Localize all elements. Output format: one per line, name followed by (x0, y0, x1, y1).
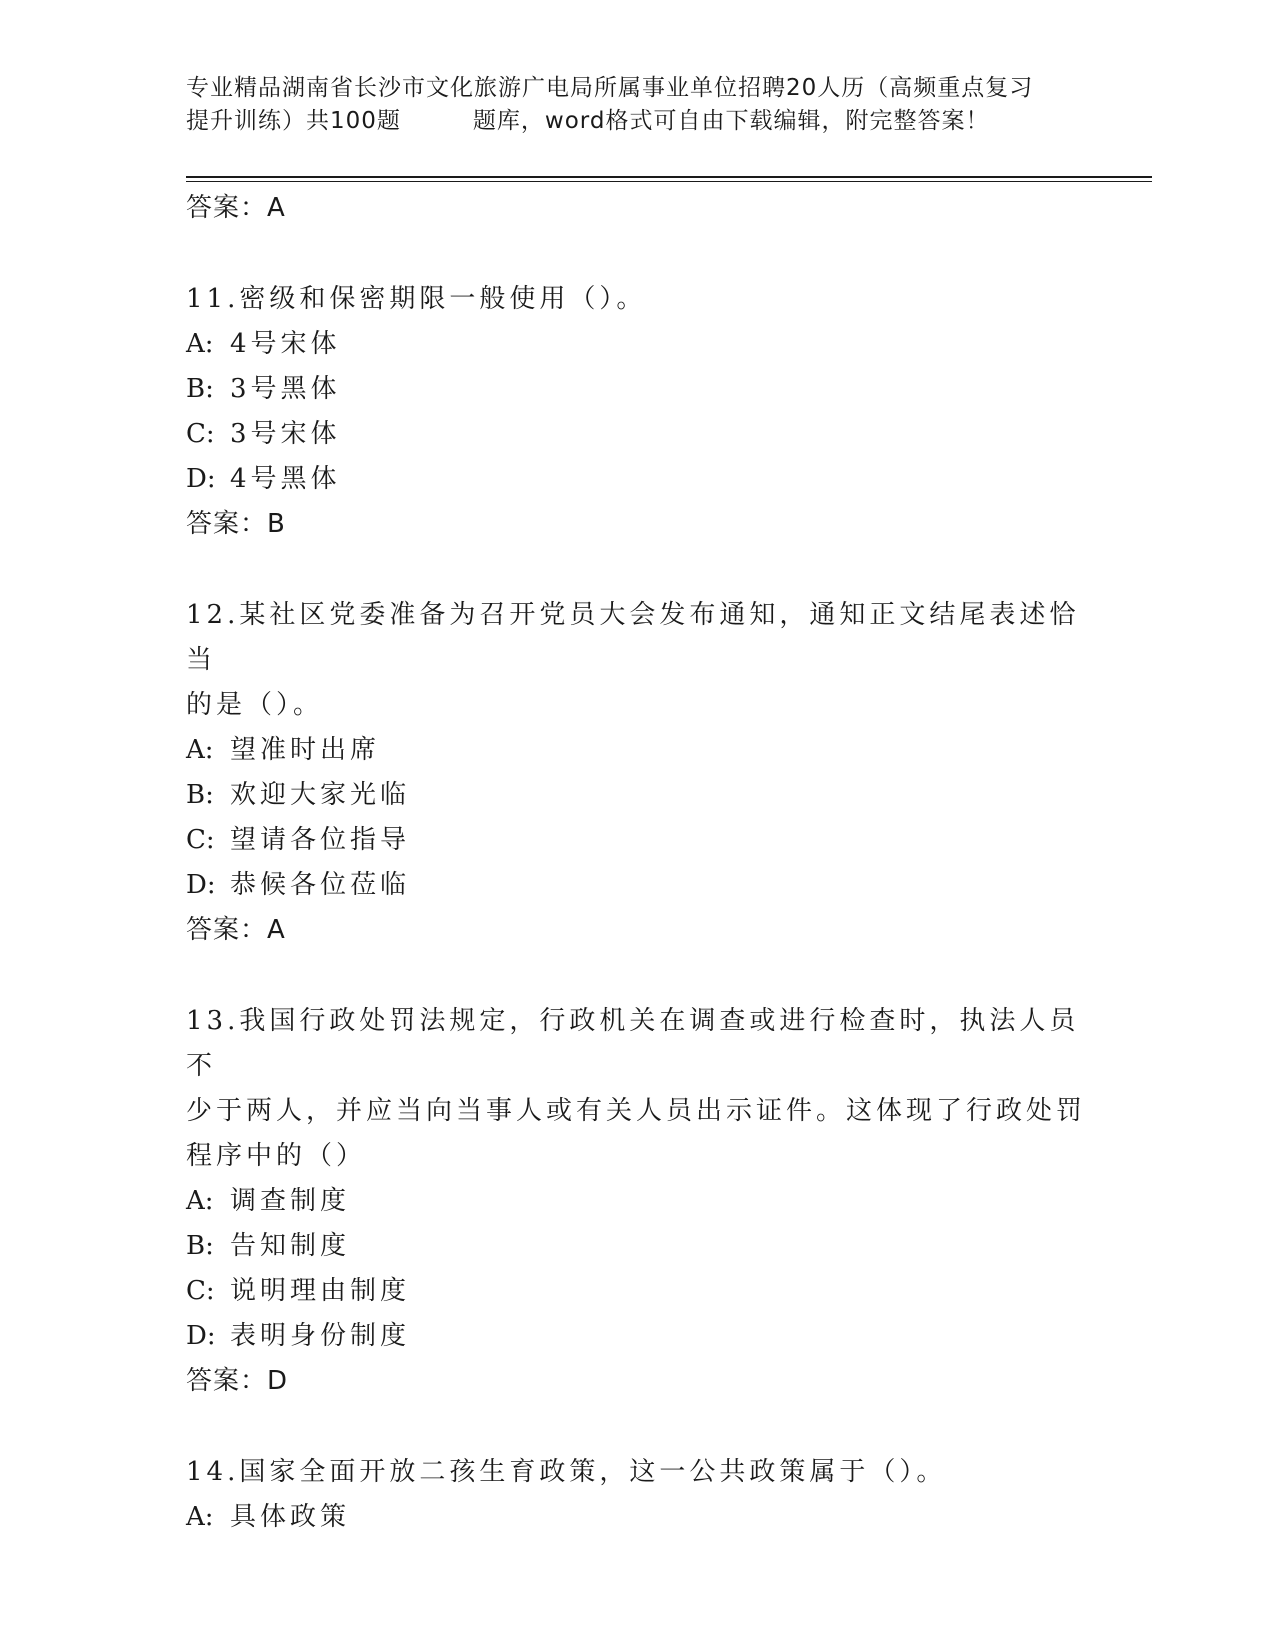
answer-line: 答案：D (186, 1366, 289, 1396)
option-a (186, 1179, 1086, 1224)
option-key: C: (186, 1276, 215, 1306)
option-b (186, 1224, 1086, 1269)
page-header (186, 72, 1086, 138)
option-a (186, 728, 1086, 773)
option-text: 4号黑体 (230, 464, 341, 494)
question-12 (186, 593, 1086, 953)
option-a (186, 1495, 1086, 1540)
option-key: C: (186, 825, 215, 855)
option-text: 3号宋体 (230, 419, 341, 449)
question-stem: 11.密级和保密期限一般使用（）。 (186, 284, 647, 314)
option-text: 调查制度 (230, 1186, 351, 1216)
option-text: 说明理由制度 (230, 1276, 411, 1306)
header-rule-thick (186, 176, 1152, 178)
question-stem: 12.某社区党委准备为召开党员大会发布通知，通知正文结尾表述恰当 (186, 600, 1080, 675)
option-c (186, 1269, 1086, 1314)
question-13 (186, 999, 1086, 1404)
option-text: 具体政策 (230, 1502, 351, 1532)
question-stem: 13.我国行政处罚法规定，行政机关在调查或进行检查时，执法人员不 (186, 1006, 1080, 1081)
option-key: B: (186, 780, 214, 810)
option-key: D: (186, 1321, 216, 1351)
answer-line: 答案：A (186, 915, 286, 945)
option-key: D: (186, 464, 216, 494)
option-key: A: (186, 329, 214, 359)
option-key: B: (186, 1231, 214, 1261)
question-stem-continued: 少于两人，并应当向当事人或有关人员出示证件。这体现了行政处罚 (186, 1096, 1087, 1126)
option-key: A: (186, 735, 214, 765)
header-rule-thin (186, 181, 1152, 182)
option-a (186, 322, 1086, 367)
option-c (186, 412, 1086, 457)
option-text: 欢迎大家光临 (230, 780, 411, 810)
option-text: 3号黑体 (230, 374, 341, 404)
question-14 (186, 1450, 1086, 1540)
option-d (186, 1314, 1086, 1359)
question-11 (186, 277, 1086, 547)
option-text: 望准时出席 (230, 735, 381, 765)
option-key: A: (186, 1502, 214, 1532)
question-stem-continued: 的是（）。 (186, 690, 324, 720)
option-key: C: (186, 419, 215, 449)
option-text: 告知制度 (230, 1231, 351, 1261)
option-key: A: (186, 1186, 214, 1216)
question-stem: 14.国家全面开放二孩生育政策，这一公共政策属于（）。 (186, 1457, 947, 1487)
option-c (186, 818, 1086, 863)
answer-line: 答案：A (186, 193, 286, 223)
option-key: D: (186, 870, 216, 900)
answer-line: 答案：B (186, 509, 286, 539)
question-list (186, 186, 1086, 1540)
option-d (186, 457, 1086, 502)
option-text: 望请各位指导 (230, 825, 411, 855)
header-line-2-right: 题库，word格式可自由下载编辑，附完整答案！ (472, 108, 990, 134)
option-b (186, 367, 1086, 412)
option-text: 4号宋体 (230, 329, 341, 359)
question-stem-continued: 程序中的（） (186, 1141, 367, 1171)
option-text: 表明身份制度 (230, 1321, 411, 1351)
header-line-2 (186, 105, 1086, 138)
header-line-2-left: 提升训练）共100题 (186, 108, 401, 134)
option-key: B: (186, 374, 214, 404)
option-text: 恭候各位莅临 (230, 870, 411, 900)
option-b (186, 773, 1086, 818)
option-d (186, 863, 1086, 908)
header-line-1: 专业精品湖南省长沙市文化旅游广电局所属事业单位招聘20人历（高频重点复习 (186, 75, 1034, 101)
